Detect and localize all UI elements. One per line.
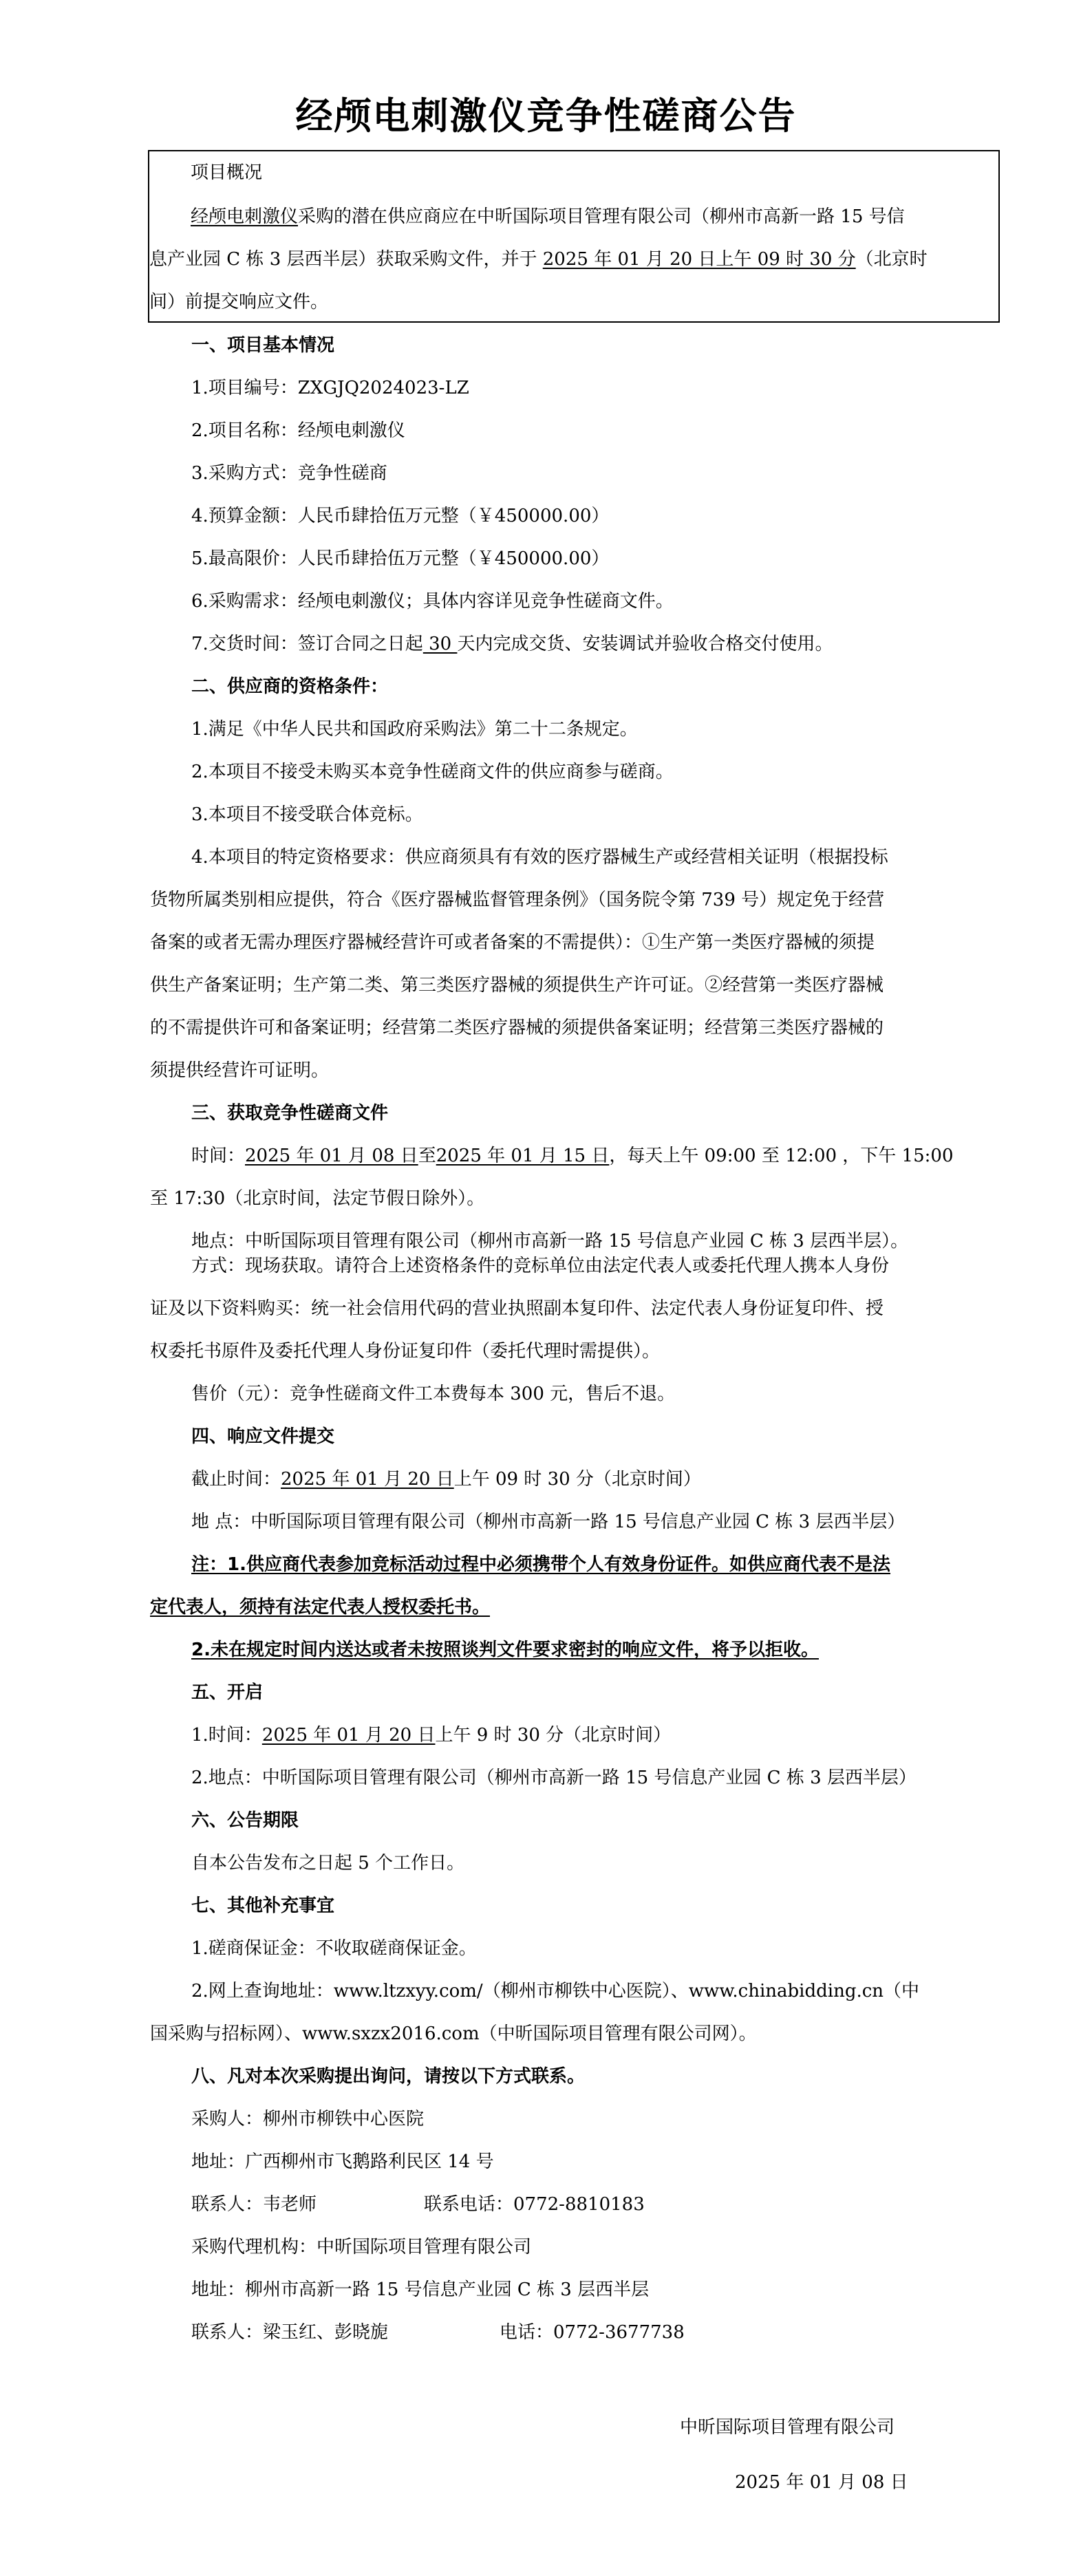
buyer-name: 采购人：柳州市柳铁中心医院 <box>191 2109 425 2129</box>
agent-phone: 电话：0772-3677738 <box>500 2322 685 2343</box>
s2-item-4-line-6: 须提供经营许可证明。 <box>150 1060 330 1081</box>
s7-item-2-line-1: 2.网上查询地址：www.ltzxyy.com/（柳州市柳铁中心医院）、www.chinabidding.cn（中 <box>191 1981 920 2001</box>
s2-item-4-line-3: 备案的或者无需办理医疗器械经营许可或者备案的不需提供）：①生产第一类医疗器械的须提 <box>150 932 875 953</box>
s2-item-4-line-1: 4.本项目的特定资格要求：供应商须具有有效的医疗器械生产或经营相关证明（根据投标 <box>191 847 888 868</box>
s3-price: 售价（元）：竞争性磋商文件工本费每本 300 元，售后不退。 <box>191 1384 676 1404</box>
s5-time: 1.时间：2025 年 01 月 20 日上午 9 时 30 分（北京时间） <box>191 1725 672 1746</box>
overview-project-name: 经颅电刺激仪 <box>191 206 299 227</box>
overview-deadline: 2025 年 01 月 20 日上午 09 时 30 分 <box>542 249 856 270</box>
s3-method-line-2: 证及以下资料购买：统一社会信用代码的营业执照副本复印件、法定代表人身份证复印件、授 <box>150 1298 884 1319</box>
s4-note-1-line-1: 注：1.供应商代表参加竞标活动过程中必须携带个人有效身份证件。如供应商代表不是法 <box>191 1554 890 1575</box>
s3-time-line-1: 时间：2025 年 01 月 08 日至2025 年 01 月 15 日，每天上午 09:00 至 12:00 ，下午 15:00 <box>191 1146 954 1166</box>
s1-item-5: 5.最高限价：人民币肆拾伍万元整（￥450000.00） <box>191 548 610 569</box>
agent-address: 地址：柳州市高新一路 15 号信息产业园 C 栋 3 层西半层 <box>191 2279 650 2300</box>
buyer-contact: 联系人：韦老师 <box>191 2194 317 2215</box>
s3-method-line-1: 方式：现场获取。请符合上述资格条件的竞标单位由法定代表人或委托代理人携本人身份 <box>191 1256 890 1276</box>
overview-line-2: 息产业园 C 栋 3 层西半层）获取采购文件，并于 2025 年 01 月 20 日上午 09 时 30 分（北京时 <box>149 249 928 270</box>
overview-line-1: 经颅电刺激仪采购的潜在供应商应在中昕国际项目管理有限公司（柳州市高新一路 15 号信 <box>191 206 905 227</box>
s2-item-4-line-5: 的不需提供许可和备案证明；经营第二类医疗器械的须提供备案证明；经营第三类医疗器械的 <box>150 1018 884 1038</box>
section-5-heading: 五、开启 <box>191 1682 264 1703</box>
section-7-heading: 七、其他补充事宜 <box>191 1896 335 1916</box>
s1-item-1: 1.项目编号：ZXGJQ2024023-LZ <box>191 378 469 398</box>
section-2-heading: 二、供应商的资格条件： <box>191 676 389 697</box>
section-4-heading: 四、响应文件提交 <box>191 1426 335 1447</box>
s1-item-2: 2.项目名称：经颅电刺激仪 <box>191 420 405 441</box>
project-overview-box <box>148 150 1000 323</box>
s4-place: 地 点：中昕国际项目管理有限公司（柳州市高新一路 15 号信息产业园 C 栋 3 层西半层） <box>191 1512 906 1532</box>
s7-item-1: 1.磋商保证金：不收取磋商保证金。 <box>191 1938 477 1959</box>
signature-date: 2025 年 01 月 08 日 <box>735 2472 908 2493</box>
s5-place: 2.地点：中昕国际项目管理有限公司（柳州市高新一路 15 号信息产业园 C 栋 3 层西半层） <box>191 1768 917 1788</box>
section-8-heading: 八、凡对本次采购提出询问，请按以下方式联系。 <box>191 2066 586 2087</box>
s2-item-3: 3.本项目不接受联合体竞标。 <box>191 804 423 825</box>
overview-line-3: 间）前提交响应文件。 <box>149 292 329 312</box>
s1-item-7: 7.交货时间：签订合同之日起 30 天内完成交货、安装调试并验收合格交付使用。 <box>191 634 833 654</box>
s2-item-2: 2.本项目不接受未购买本竞争性磋商文件的供应商参与磋商。 <box>191 762 674 782</box>
s3-place: 地点：中昕国际项目管理有限公司（柳州市高新一路 15 号信息产业园 C 栋 3 层西半层）。 <box>191 1231 909 1252</box>
section-1-heading: 一、项目基本情况 <box>191 335 335 356</box>
section-3-heading: 三、获取竞争性磋商文件 <box>191 1103 389 1124</box>
signature-company: 中昕国际项目管理有限公司 <box>680 2417 895 2438</box>
s7-item-2-line-2: 国采购与招标网）、www.sxzx2016.com（中昕国际项目管理有限公司网）。 <box>150 2024 757 2044</box>
s6-text: 自本公告发布之日起 5 个工作日。 <box>191 1853 465 1874</box>
s1-item-4: 4.预算金额：人民币肆拾伍万元整（￥450000.00） <box>191 506 610 526</box>
s2-item-1: 1.满足《中华人民共和国政府采购法》第二十二条规定。 <box>191 719 638 740</box>
s3-time-line-2: 至 17:30（北京时间，法定节假日除外）。 <box>150 1188 485 1209</box>
s1-item-6: 6.采购需求：经颅电刺激仪；具体内容详见竞争性磋商文件。 <box>191 591 674 612</box>
agent-name: 采购代理机构：中昕国际项目管理有限公司 <box>191 2237 532 2257</box>
s3-method-line-3: 权委托书原件及委托代理人身份证复印件（委托代理时需提供）。 <box>150 1341 661 1362</box>
overview-heading: 项目概况 <box>191 162 263 183</box>
buyer-phone: 联系电话：0772-8810183 <box>424 2194 645 2215</box>
s2-item-4-line-4: 供生产备案证明；生产第二类、第三类医疗器械的须提供生产许可证。②经营第一类医疗器械 <box>150 975 884 996</box>
s4-note-2: 2.未在规定时间内送达或者未按照谈判文件要求密封的响应文件，将予以拒收。 <box>191 1640 819 1660</box>
s1-item-3: 3.采购方式：竞争性磋商 <box>191 463 387 484</box>
s2-item-4-line-2: 货物所属类别相应提供，符合《医疗器械监督管理条例》（国务院令第 739 号）规定免于经营 <box>150 890 885 910</box>
section-6-heading: 六、公告期限 <box>191 1810 299 1831</box>
agent-contact: 联系人：梁玉红、彭晓旎 <box>191 2322 389 2343</box>
page-title: 经颅电刺激仪竞争性磋商公告 <box>295 94 797 138</box>
buyer-address: 地址：广西柳州市飞鹅路利民区 14 号 <box>191 2151 494 2172</box>
s4-deadline: 截止时间：2025 年 01 月 20 日上午 09 时 30 分（北京时间） <box>191 1469 701 1490</box>
s4-note-1-line-2: 定代表人，须持有法定代表人授权委托书。 <box>150 1597 491 1618</box>
